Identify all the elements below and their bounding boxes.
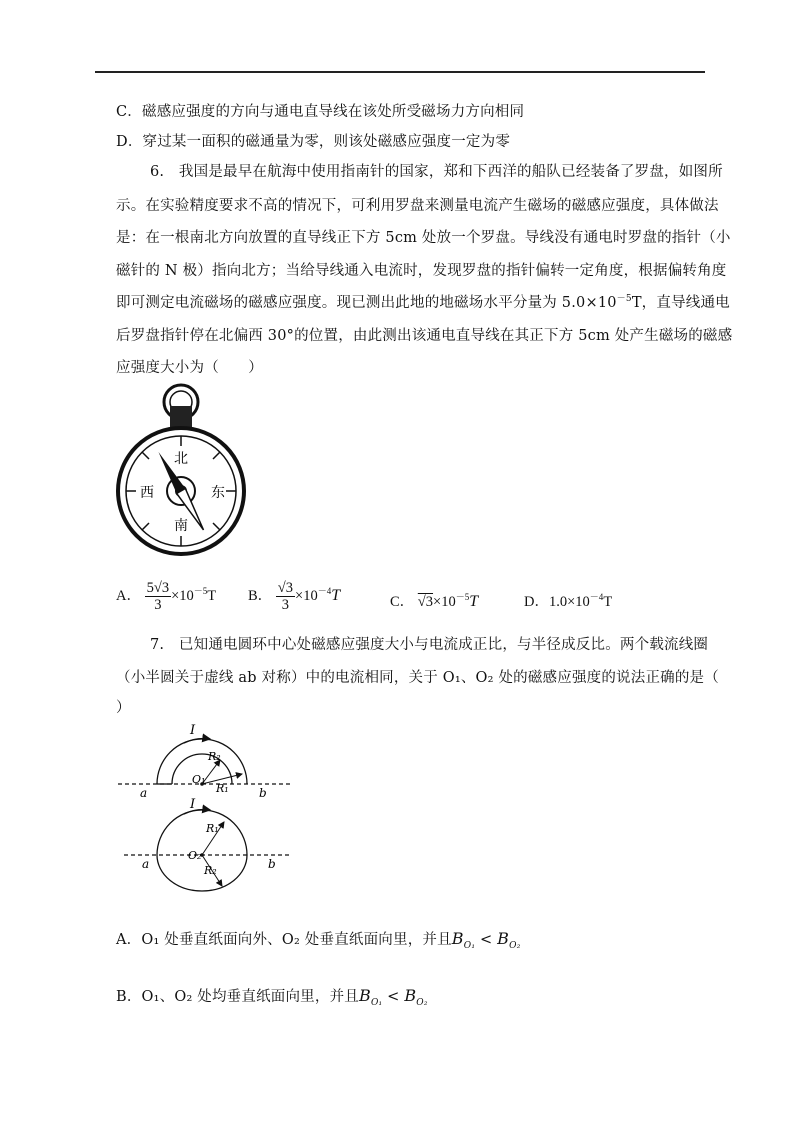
q6-option-b-exp: －4	[317, 586, 332, 596]
q6-line-6: 后罗盘指针停在北偏西 30°的位置，由此测出该通电直导线在其正下方 5cm 处产生磁场的磁感	[116, 328, 733, 344]
q6-option-b	[248, 580, 340, 613]
q7-option-b	[116, 985, 428, 1008]
q7-option-b-b1: B	[358, 986, 371, 1005]
q7-option-a-text: A．O₁ 处垂直纸面向外、O₂ 处垂直纸面向里，并且	[116, 932, 452, 948]
option-d-prev: D．穿过某一面积的磁通量为零，则该处磁感应强度一定为零	[116, 134, 511, 150]
label-O2: O₂	[188, 849, 202, 862]
header-rule	[95, 71, 705, 73]
coil-2-lower-arc	[157, 855, 247, 891]
q7-option-b-text: B．O₁、O₂ 处均垂直纸面向里，并且	[116, 989, 359, 1005]
label-R2-bottom: R₂	[204, 864, 217, 877]
q6-option-a-den: 3	[154, 597, 162, 613]
label-R1-top: R₁	[216, 782, 229, 795]
q7-option-b-b2: B	[404, 986, 417, 1005]
label-I-top: I	[190, 723, 196, 738]
q6-option-d-label: D．	[524, 594, 549, 610]
q7-option-b-sub1: O₁	[370, 997, 383, 1008]
q6-option-c-root: √3	[417, 594, 434, 610]
q6-option-a	[116, 580, 216, 613]
q7-line-2: （小半圆关于虚线 ab 对称）中的电流相同，关于 O₁、O₂ 处的磁感应强度的说法正确的是（	[116, 670, 719, 686]
q7-option-a-lt: <	[479, 932, 493, 948]
q6-option-b-label: B．	[248, 587, 273, 604]
label-a-bottom: a	[142, 857, 150, 871]
q7-option-b-lt: <	[387, 989, 400, 1005]
q6-option-a-exp: －5	[193, 586, 208, 596]
q6-option-d	[524, 590, 612, 611]
label-a-top: a	[140, 786, 148, 800]
q6-line-5	[116, 291, 730, 312]
q7-line-1: 7. 已知通电圆环中心处磁感应强度大小与电流成正比，与半径成反比。两个载流线圈	[150, 637, 709, 653]
q6-line-2: 示。在实验精度要求不高的情况下，可利用罗盘来测量电流产生磁场的磁感应强度，具体做法	[116, 198, 719, 214]
q7-option-a-b2: B	[497, 929, 510, 948]
q6-line-5-text: 即可测定电流磁场的磁感应强度。现已测出此地的地磁场水平分量为 5.0×10	[116, 295, 617, 311]
q6-line-4: 磁针的 N 极）指向北方；当给导线通入电流时，发现罗盘的指针偏转一定角度，根据偏转角度	[116, 263, 727, 279]
q6-option-d-text: 1.0×10	[548, 594, 590, 610]
q6-option-c-unit: T	[469, 593, 479, 610]
q6-option-c	[390, 590, 478, 611]
label-R1-bottom: R₁	[206, 822, 219, 835]
q6-line-3: 是：在一根南北方向放置的直导线正下方 5cm 处放一个罗盘。导线没有通电时罗盘的指针（小	[116, 230, 731, 246]
q6-line-5-tail: T，直导线通电	[631, 295, 730, 311]
q6-option-c-label: C．	[390, 594, 415, 610]
q7-option-a-b1: B	[451, 929, 464, 948]
label-b-top: b	[259, 786, 267, 800]
q6-option-c-rest: ×10	[433, 594, 456, 610]
q6-option-a-label: A．	[116, 587, 141, 604]
label-I-bottom: I	[190, 797, 196, 812]
q6-line-7: 应强度大小为（ ）	[116, 360, 263, 376]
q6-option-b-rest: ×10	[295, 587, 318, 604]
q6-option-a-num: 5√3	[146, 580, 170, 596]
q6-line-1: 6. 我国是最早在航海中使用指南针的国家，郑和下西洋的船队已经装备了罗盘，如图所	[150, 164, 723, 180]
compass-east-label: 东	[211, 485, 225, 501]
q6-line-5-exp: －5	[616, 294, 632, 305]
compass-south-label: 南	[174, 518, 188, 534]
q6-option-b-frac	[276, 580, 295, 613]
compass-stem	[170, 406, 192, 428]
compass-west-label: 西	[140, 485, 154, 501]
coil-2-upper-arc	[157, 810, 247, 855]
q6-option-d-exp: －4	[589, 592, 604, 603]
q6-option-d-unit: T	[603, 594, 613, 610]
option-c-prev: C．磁感应强度的方向与通电直导线在该处所受磁场力方向相同	[116, 104, 525, 120]
q6-option-a-rest: ×10	[171, 587, 194, 604]
q6-option-b-den: 3	[281, 597, 290, 613]
q6-option-b-unit: T	[331, 586, 341, 604]
label-O1: O₁	[192, 773, 206, 786]
q6-option-c-exp: －5	[455, 592, 470, 603]
q6-option-b-num: √3	[277, 580, 294, 596]
compass-north-label: 北	[174, 451, 188, 467]
coil-figure	[110, 718, 310, 898]
q7-option-b-sub2: O₂	[416, 997, 428, 1008]
q6-option-a-unit: T	[207, 587, 217, 604]
label-b-bottom: b	[268, 857, 276, 871]
q7-line-3: ）	[116, 700, 131, 716]
q7-option-a-sub1: O₁	[463, 940, 476, 951]
label-R2-top: R₂	[208, 750, 221, 763]
compass-figure	[112, 380, 262, 570]
q6-option-a-frac	[145, 580, 171, 613]
q7-option-a-sub2: O₂	[509, 940, 521, 951]
q7-option-a	[116, 928, 521, 951]
